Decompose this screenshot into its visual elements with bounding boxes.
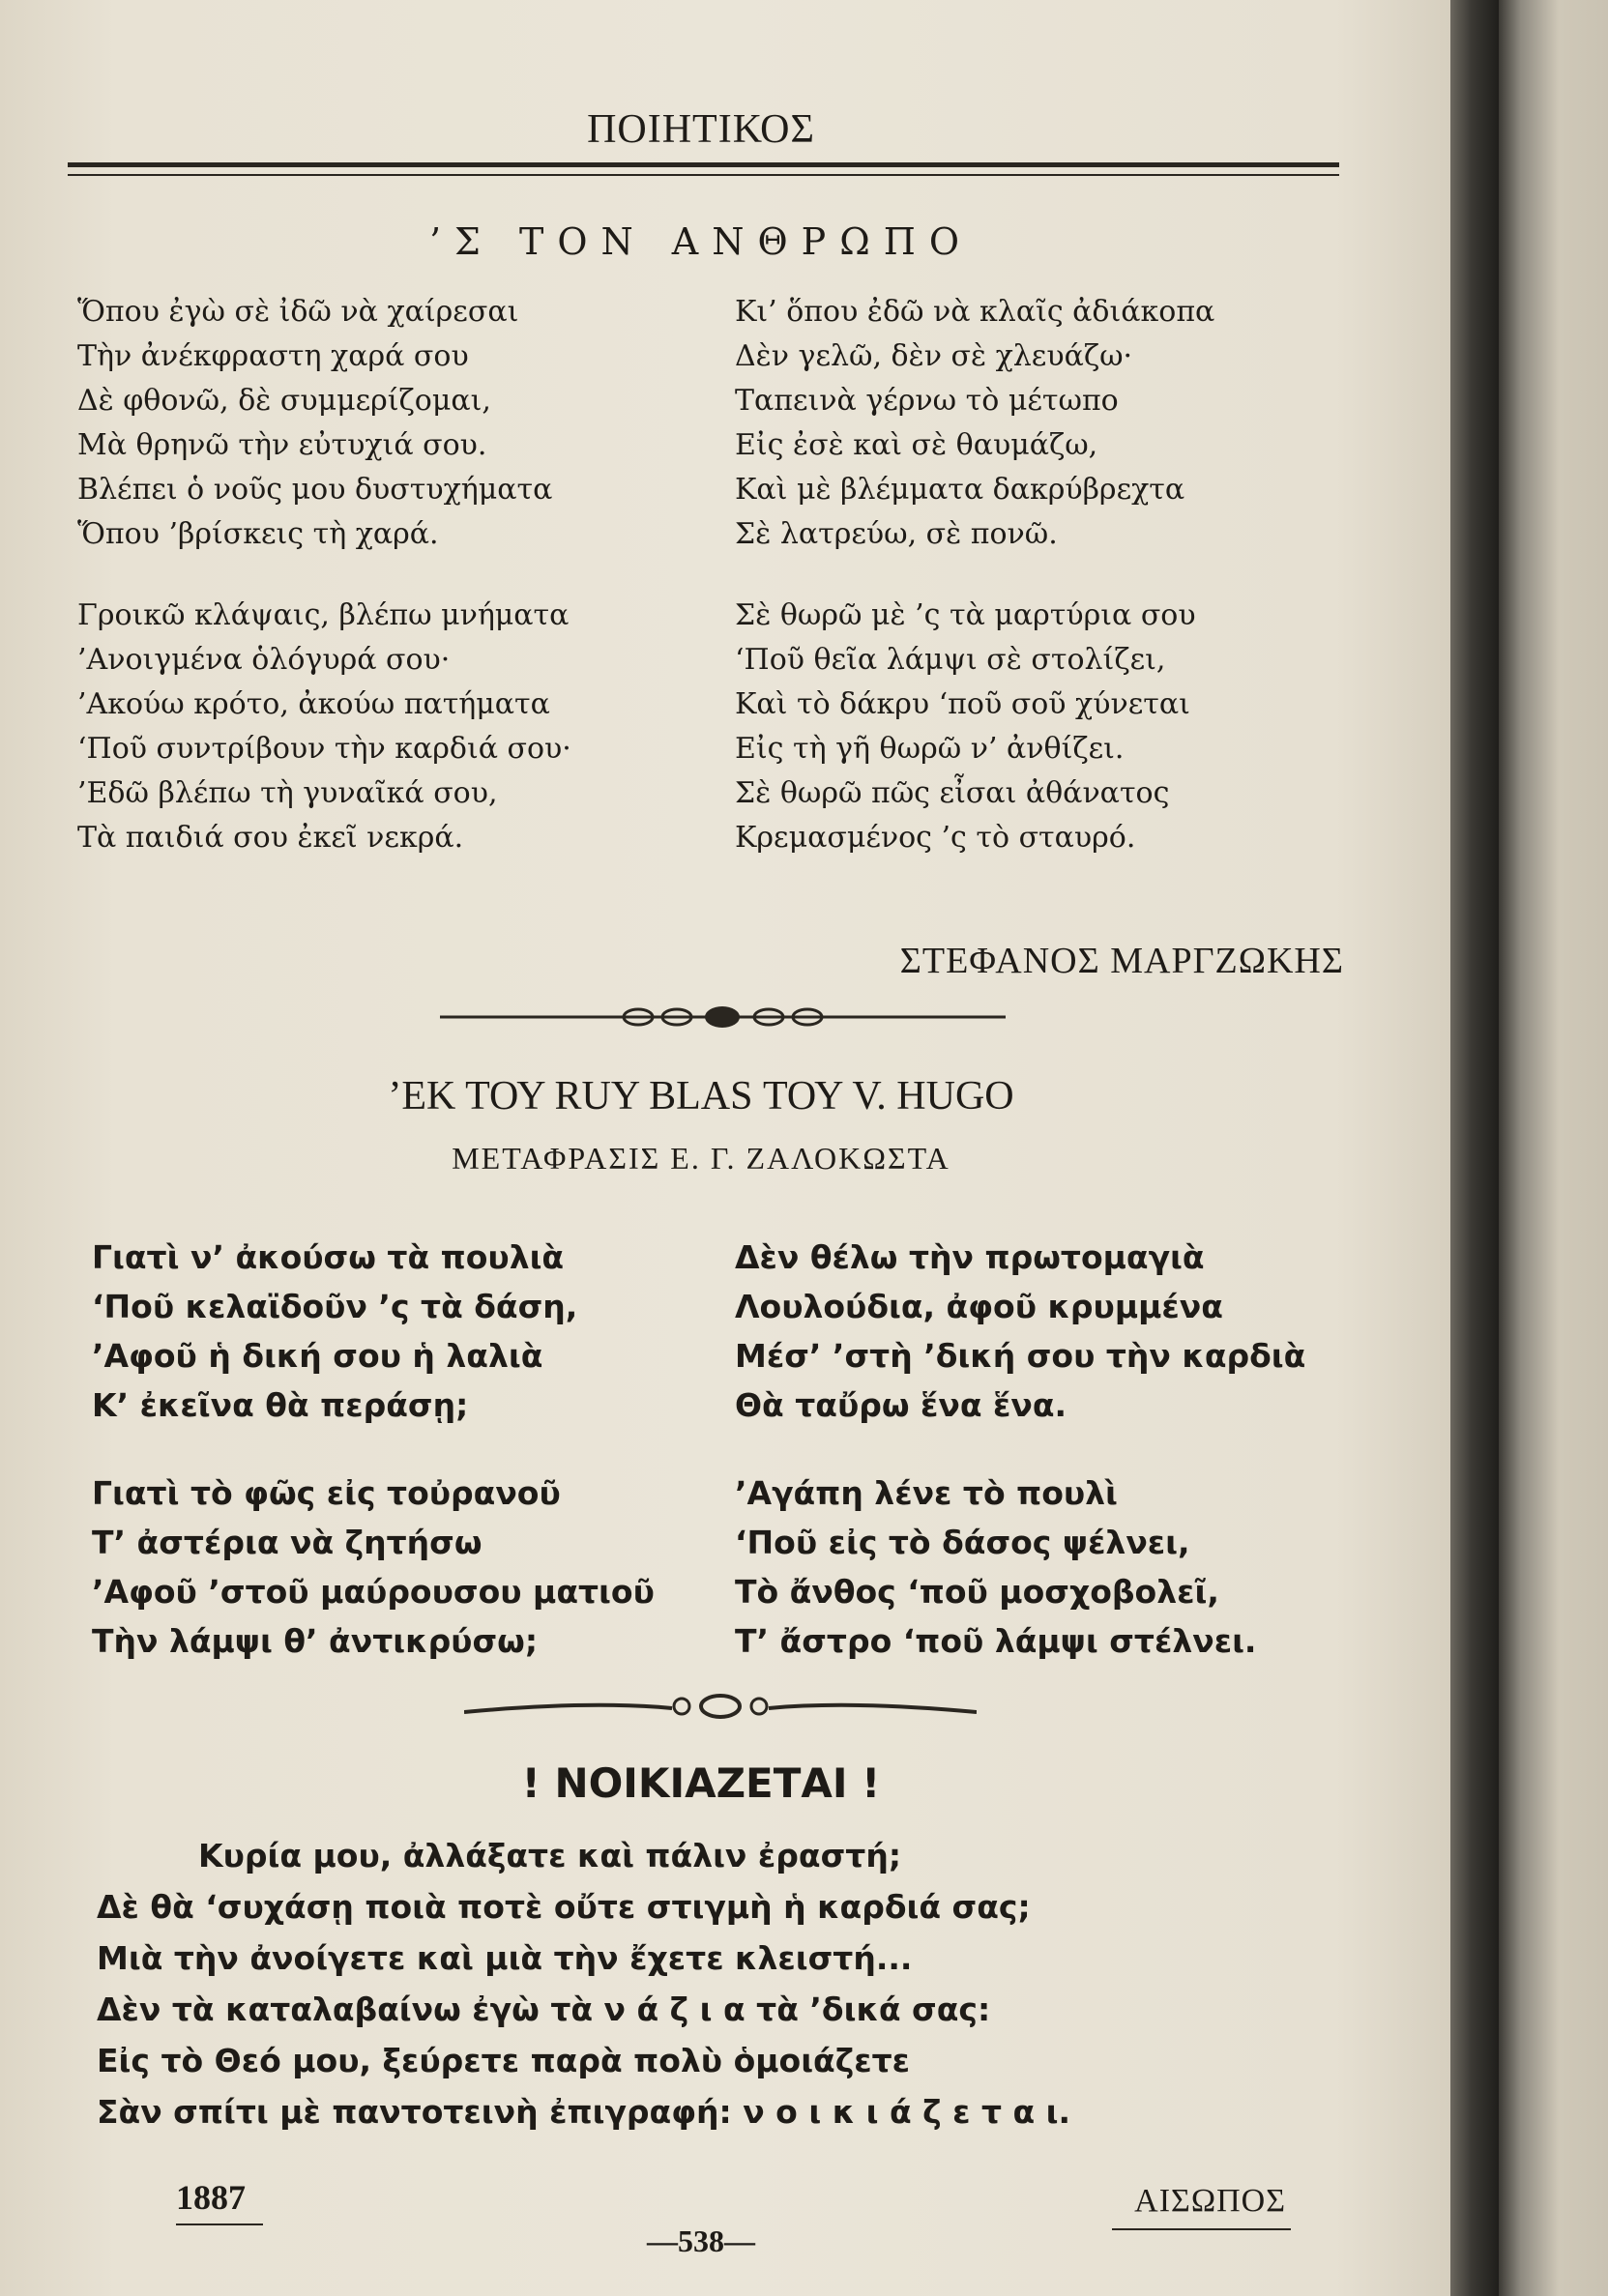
verse-line: ’Αφοῦ ’στοῦ μαύρουσου ματιοῦ [92, 1573, 655, 1611]
header-rule [68, 162, 1339, 167]
verse-line: Μὰ θρηνῶ τὴν εὐτυχιά σου. [77, 428, 487, 462]
verse-line: Δὲν γελῶ, δὲν σὲ χλευάζω· [735, 339, 1133, 373]
poem-author: ΣΤΕΦΑΝΟΣ ΜΑΡΓΖΩΚΗΣ [899, 941, 1344, 981]
verse-line: ’Ανοιγμένα ὁλόγυρά σου· [77, 643, 451, 677]
verse-line: Ὅπου ’βρίσκεις τὴ χαρά. [77, 517, 439, 551]
header-rule-thin [68, 174, 1339, 176]
stanza [92, 1468, 711, 1666]
verse-line: Κυρία μου, ἀλλάξατε καὶ πάλιν ἐραστή; [198, 1837, 902, 1875]
verse-line: ’Ακούω κρότο, ἀκούω πατήματα [77, 687, 550, 721]
verse-line: Καὶ μὲ βλέμματα δακρύβρεχτα [735, 473, 1185, 507]
verse-line: Δὲ φθονῶ, δὲ συμμερίζομαι, [77, 384, 491, 418]
verse-line: Τ’ ἄστρο ‘ποῦ λάμψι στέλνει. [735, 1622, 1257, 1660]
verse-line: Μέσ’ ’στὴ ’δική σου τὴν καρδιὰ [735, 1337, 1306, 1375]
stanza [735, 1468, 1354, 1666]
stanza [92, 1233, 711, 1430]
poem-title: ’ΕΚ ΤΟΥ RUY BLAS ΤΟΥ V. HUGO [388, 1074, 1014, 1119]
verse-line: Δὲν θέλω τὴν πρωτομαγιὰ [735, 1238, 1205, 1276]
adjacent-page-edge [1499, 0, 1608, 2296]
poem2-right-column [735, 1233, 1354, 1702]
stanza [77, 594, 696, 860]
verse-line: Σὲ λατρεύω, σὲ πονῶ. [735, 517, 1058, 551]
poem-author: ΑΙΣΩΠΟΣ [1134, 2183, 1286, 2219]
verse-line: Καὶ τὸ δάκρυ ‘ποῦ σοῦ χύνεται [735, 687, 1190, 721]
verse-line: Ταπεινὰ γέρνω τὸ μέτωπο [735, 384, 1119, 418]
verse-line: Σὰν σπίτι μὲ παντοτεινὴ ἐπιγραφή: ν ο ι κ ι ά ζ ε τ α ι. [97, 2093, 1071, 2131]
verse-line: Τὰ παιδιά σου ἐκεῖ νεκρά. [77, 821, 464, 855]
verse-line: Βλέπει ὁ νοῦς μου δυστυχήματα [77, 473, 553, 507]
verse-line: Δὲν τὰ καταλαβαίνω ἐγὼ τὰ ν ά ζ ι α τὰ ’δικά σας: [97, 1991, 991, 2028]
verse-line: Γιατὶ τὸ φῶς εἰς τοὐρανοῦ [92, 1474, 561, 1512]
verse-line: Τὸ ἄνθος ‘ποῦ μοσχοβολεῖ, [735, 1573, 1219, 1611]
poem3-lines [97, 1830, 1344, 2137]
verse-line: Σὲ θωρῶ πῶς εἶσαι ἀθάνατος [735, 776, 1170, 810]
verse-line: Κρεμασμένος ’ς τὸ σταυρό. [735, 821, 1136, 855]
poem1-left-column [77, 290, 696, 897]
poem-title: ! ΝΟΙΚΙΑΖΕΤΑΙ ! [521, 1759, 881, 1807]
verse-line: Γροικῶ κλάψαις, βλέπω μνήματα [77, 598, 570, 632]
ornament-divider [464, 1687, 977, 1726]
verse-line: Σὲ θωρῶ μὲ ’ς τὰ μαρτύρια σου [735, 598, 1196, 632]
stanza [735, 1233, 1354, 1430]
verse-line: Ὅπου ἐγὼ σὲ ἰδῶ νὰ χαίρεσαι [77, 295, 519, 329]
verse-line: ‘Ποῦ θεῖα λάμψι σὲ στολίζει, [735, 643, 1166, 677]
running-header: ΠΟΙΗΤΙΚΟΣ [587, 107, 815, 152]
verse-line: Κι’ ὅπου ἐδῶ νὰ κλαῖς ἀδιάκοπα [735, 295, 1215, 329]
verse-line: Γιατὶ ν’ ἀκούσω τὰ πουλιὰ [92, 1238, 565, 1276]
poem-title: ’Σ ΤΟΝ ΑΝΘΡΩΠΟ [428, 220, 974, 263]
verse-line: ’Αφοῦ ἡ δική σου ἡ λαλιὰ [92, 1337, 543, 1375]
stanza [735, 290, 1354, 557]
verse-line: ‘Ποῦ συντρίβουν τὴν καρδιά σου· [77, 732, 571, 766]
verse-line: ’Εδῶ βλέπω τὴ γυναῖκά σου, [77, 776, 498, 810]
verse-line: Εἰς ἐσὲ καὶ σὲ θαυμάζω, [735, 428, 1098, 462]
stanza [77, 290, 696, 557]
verse-line: Εἰς τὴ γῆ θωρῶ ν’ ἀνθίζει. [735, 732, 1125, 766]
page-number: —538— [647, 2223, 755, 2258]
poem-subtitle: ΜΕΤΑΦΡΑΣΙΣ Ε. Γ. ΖΑΛΟΚΩΣΤΑ [452, 1141, 950, 1176]
verse-line: Δὲ θὰ ‘συχάσῃ ποιὰ ποτὲ οὔτε στιγμὴ ἡ καρδιά σας; [97, 1888, 1031, 1926]
verse-line: Λουλούδια, ἀφοῦ κρυμμένα [735, 1288, 1223, 1325]
ornament-divider [440, 998, 1006, 1036]
verse-line: Τὴν ἀνέκφραστη χαρά σου [77, 339, 469, 373]
verse-line: Τ’ ἀστέρια νὰ ζητήσω [92, 1524, 482, 1561]
verse-line: ‘Ποῦ εἰς τὸ δάσος ψέλνει, [735, 1524, 1190, 1561]
verse-line: Θὰ ταὔρω ἕνα ἕνα. [735, 1386, 1067, 1424]
book-gutter [1450, 0, 1499, 2296]
verse-line: Κ’ ἐκεῖνα θὰ περάσῃ; [92, 1386, 469, 1424]
poem1-right-column [735, 290, 1354, 897]
verse-line: Εἰς τὸ Θεό μου, ξεύρετε παρὰ πολὺ ὁμοιάζετε [97, 2042, 911, 2079]
verse-line: ‘Ποῦ κελαϊδοῦν ’ς τὰ δάση, [92, 1288, 578, 1325]
verse-line: Μιὰ τὴν ἀνοίγετε καὶ μιὰ τὴν ἔχετε κλειστή... [97, 1939, 913, 1977]
poem-year: 1887 [176, 2178, 246, 2217]
stanza [735, 594, 1354, 860]
verse-line: Τὴν λάμψι θ’ ἀντικρύσω; [92, 1622, 539, 1660]
verse-line: ’Αγάπη λένε τὸ πουλὶ [735, 1474, 1118, 1512]
poem2-left-column [92, 1233, 711, 1702]
